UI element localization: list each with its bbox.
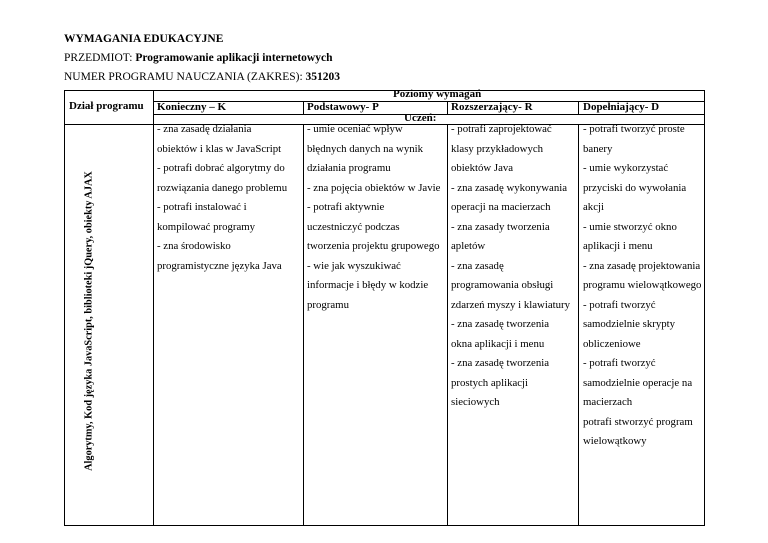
requirement-line: - wie jak wyszukiwać [307,259,401,272]
requirement-line: błędnych danych na wynik [307,142,424,155]
requirement-line: uczestniczyć podczas [307,220,400,233]
requirement-line: samodzielnie operacje na [583,376,693,389]
subject-label: PRZEDMIOT: [64,52,136,64]
column-r-content [451,120,570,413]
requirement-line: - zna zasady tworzenia [451,220,550,233]
requirement-line: operacji na macierzach [451,201,551,213]
requirement-line: kompilować programy [157,220,256,233]
table-border-left [64,90,65,526]
requirement-line: - umie oceniać wpływ [307,123,403,135]
program-value: 351203 [305,71,341,83]
requirement-line: - zna zasadę projektowania [583,259,701,272]
requirement-line: okna aplikacji i menu [451,337,545,350]
requirement-line: zdarzeń myszy i klawiatury [451,298,571,311]
requirement-line: - zna środowisko [157,240,231,252]
requirement-line: prostych aplikacji [451,376,529,389]
requirement-line: - potrafi aktywnie [307,201,385,213]
table-divider-rd [578,101,579,115]
requirement-line: - potrafi dobrać algorytmy do [157,162,285,174]
requirement-line: - potrafi tworzyć proste [583,123,685,135]
column-d-content [583,120,701,452]
requirement-line: programu wielowątkowego [583,279,702,291]
requirement-line: programowania obsługi [451,279,554,291]
column-header-p: Podstawowy- P [307,101,379,113]
requirement-line: - zna zasadę tworzenia [451,357,550,369]
requirement-line: klasy przykładowych [451,142,544,155]
requirement-line: programistyczne języka Java [157,259,282,272]
requirement-line: sieciowych [451,396,500,408]
requirement-line: obiektów Java [451,162,514,174]
uczen-header: Uczeń: [404,112,437,124]
table-divider-pr [447,101,448,115]
requirement-line: programu [307,298,349,311]
table-divider-dzial [153,90,154,526]
table-border-top [64,90,705,91]
column-header-k: Konieczny – K [157,101,227,113]
table-divider-kp [303,101,304,115]
requirement-line: samodzielnie skrypty [583,318,676,330]
requirement-line: - potrafi tworzyć [583,357,656,369]
requirement-line: banery [583,142,613,155]
column-header-r: Rozszerzający- R [451,101,533,113]
column-header-d: Dopełniający- D [583,101,660,113]
table-divider-rd-body [578,124,579,526]
requirement-line: - zna zasadę wykonywania [451,181,568,194]
requirement-line: obiektów i klas w JavaScript [157,142,282,155]
requirement-line: akcji [583,201,604,213]
column-p-content [307,120,440,315]
requirement-line: wielowątkowy [583,435,647,447]
requirement-line: - umie wykorzystać [583,162,669,174]
requirement-line: - potrafi tworzyć [583,298,656,311]
requirement-line: - potrafi zaprojektować [451,123,552,135]
table-divider-kp-body [303,124,304,526]
dzial-programu-header: Dział programu [69,100,144,112]
subject-value: Programowanie aplikacji internetowych [135,52,333,64]
requirement-line: - zna zasadę tworzenia [451,318,550,330]
requirement-line: apletów [451,240,486,252]
document-title: WYMAGANIA EDUKACYJNE [64,33,224,45]
requirement-line: - umie stworzyć okno [583,220,677,233]
program-line [64,71,340,83]
requirement-line: rozwiązania danego problemu [157,181,288,194]
subject-line [64,52,333,64]
table-divider-pr-body [447,124,448,526]
requirement-line: przyciski do wywołania [583,181,687,194]
requirement-line: tworzenia projektu grupowego [307,240,440,252]
requirement-line: potrafi stworzyć program [583,415,693,428]
requirement-line: - zna zasadę działania [157,123,252,135]
requirement-line: macierzach [583,396,633,408]
requirement-line: - potrafi instalować i [157,201,247,213]
table-border-right [704,90,705,526]
dzial-programu-text: Algorytmy, Kod języka JavaScript, biblioteki jQuery, obiekty AJAX [83,171,95,471]
requirement-line: - zna zasadę [451,259,504,272]
poziomy-wymagan-header: Poziomy wymagań [393,88,482,100]
requirement-line: - zna pojęcia obiektów w Javie [307,181,441,194]
program-label: NUMER PROGRAMU NAUCZANIA (ZAKRES): [64,71,306,83]
requirement-line: aplikacji i menu [583,240,653,252]
requirement-line: informacje i błędy w kodzie [307,279,429,291]
column-k-content [157,120,287,276]
table-border-bottom [64,525,705,526]
requirement-line: działania programu [307,162,391,174]
requirement-line: obliczeniowe [583,337,641,350]
